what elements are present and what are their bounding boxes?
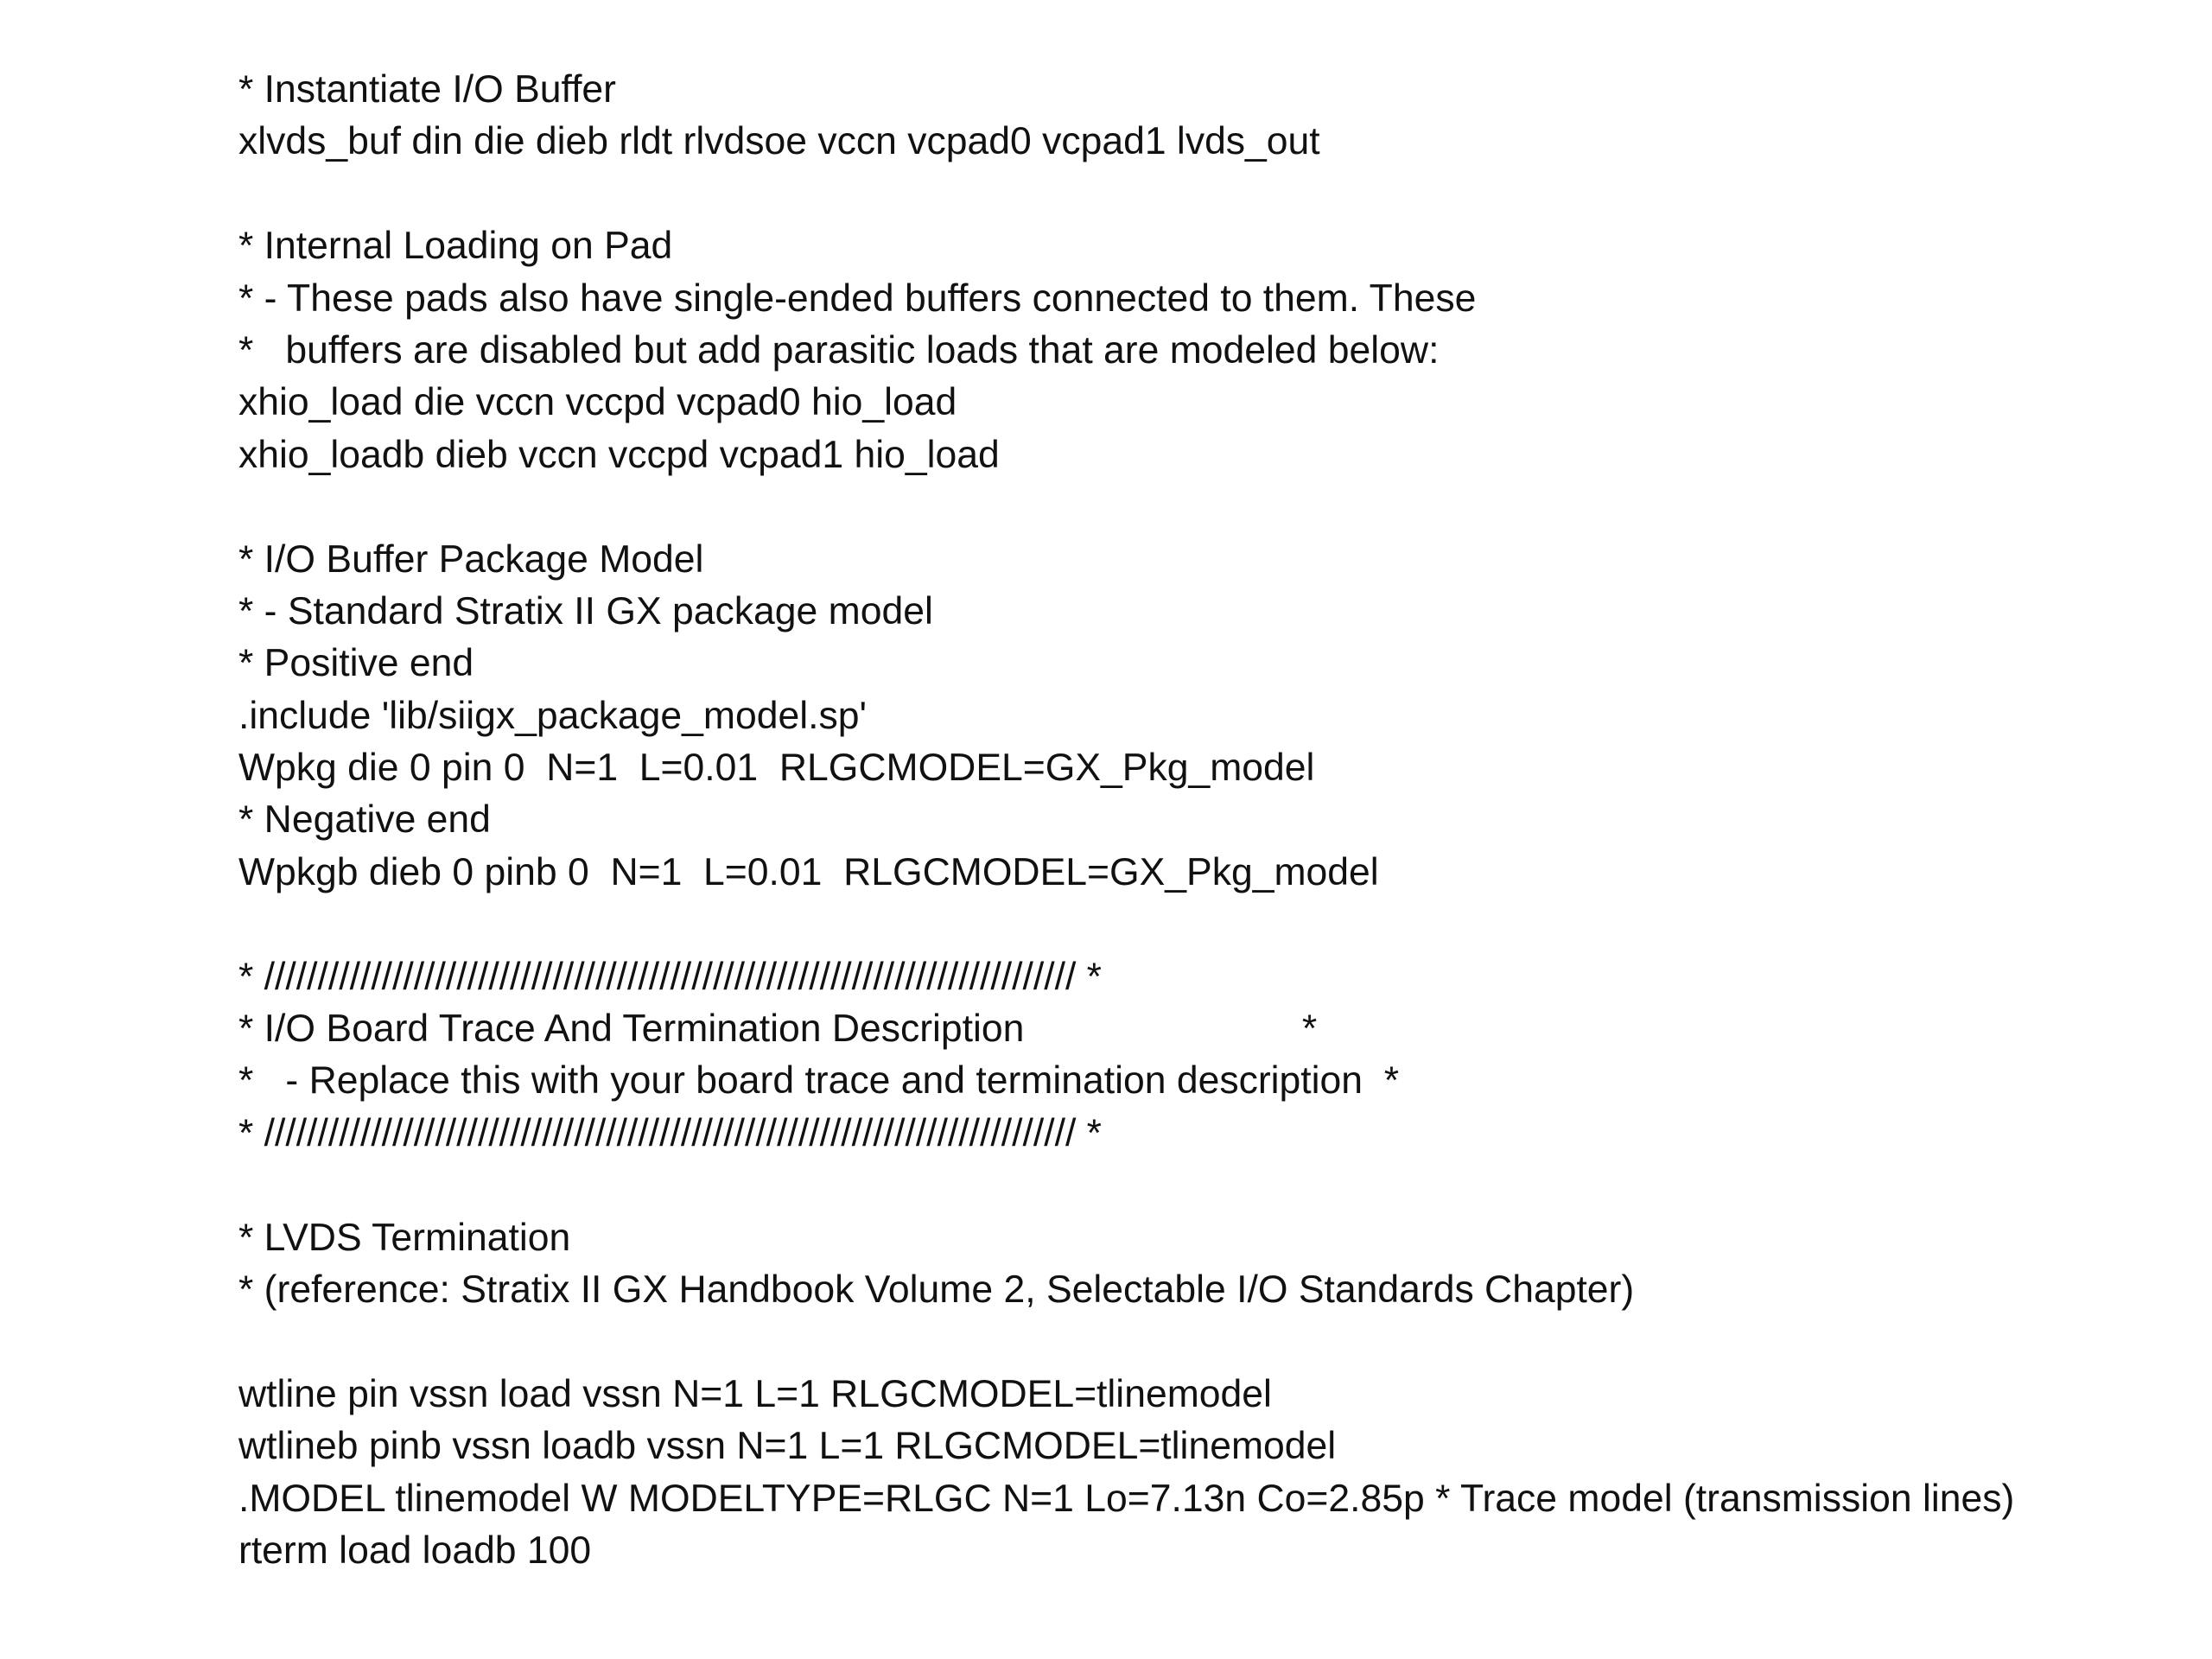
comment-banner-line: * //////////////////////////////////////////////////////////////////////////// *	[238, 955, 1102, 998]
blank-line	[238, 481, 2183, 533]
code-line: .MODEL tlinemodel W MODELTYPE=RLGC N=1 Lo=7.13n Co=2.85p * Trace model (transmission lines)	[238, 1477, 2015, 1520]
comment-line: * Internal Loading on Pad	[238, 225, 673, 268]
code-line: xlvds_buf din die dieb rldt rlvdsoe vccn vcpad0 vcpad1 lvds_out	[238, 120, 1320, 163]
blank-line	[238, 168, 2183, 220]
comment-line: * LVDS Termination	[238, 1216, 571, 1259]
code-line: xhio_load die vccn vccpd vcpad0 hio_load	[238, 381, 957, 424]
blank-line	[238, 1160, 2183, 1211]
spice-netlist-document	[238, 64, 2183, 1577]
code-line: wtline pin vssn load vssn N=1 L=1 RLGCMODEL=tlinemodel	[238, 1372, 1272, 1415]
comment-line: * buffers are disabled but add parasitic loads that are modeled below:	[238, 328, 1440, 372]
comment-line: * Negative end	[238, 798, 491, 842]
comment-banner-line: * //////////////////////////////////////////////////////////////////////////// *	[238, 1111, 1102, 1154]
comment-line: * Positive end	[238, 642, 474, 685]
comment-line: * - Standard Stratix II GX package model	[238, 589, 933, 632]
comment-banner-line: * - Replace this with your board trace and termination description *	[238, 1059, 1400, 1103]
comment-line: * Instantiate I/O Buffer	[238, 68, 617, 111]
code-line: Wpkgb dieb 0 pinb 0 N=1 L=0.01 RLGCMODEL=GX_Pkg_model	[238, 850, 1379, 893]
code-line: xhio_loadb dieb vccn vccpd vcpad1 hio_load	[238, 433, 1000, 476]
code-line: Wpkg die 0 pin 0 N=1 L=0.01 RLGCMODEL=GX_Pkg_model	[238, 747, 1315, 790]
comment-banner-line: * I/O Board Trace And Termination Description *	[238, 1007, 1318, 1051]
code-line: .include 'lib/siigx_package_model.sp'	[238, 694, 867, 737]
blank-line	[238, 899, 2183, 950]
blank-line	[238, 1316, 2183, 1368]
code-line: rterm load loadb 100	[238, 1529, 592, 1572]
comment-line: * (reference: Stratix II GX Handbook Volume 2, Selectable I/O Standards Chapter)	[238, 1268, 1635, 1311]
code-line: wtlineb pinb vssn loadb vssn N=1 L=1 RLGCMODEL=tlinemodel	[238, 1425, 1337, 1468]
comment-line: * - These pads also have single-ended buffers connected to them. These	[238, 276, 1477, 320]
comment-line: * I/O Buffer Package Model	[238, 537, 704, 581]
